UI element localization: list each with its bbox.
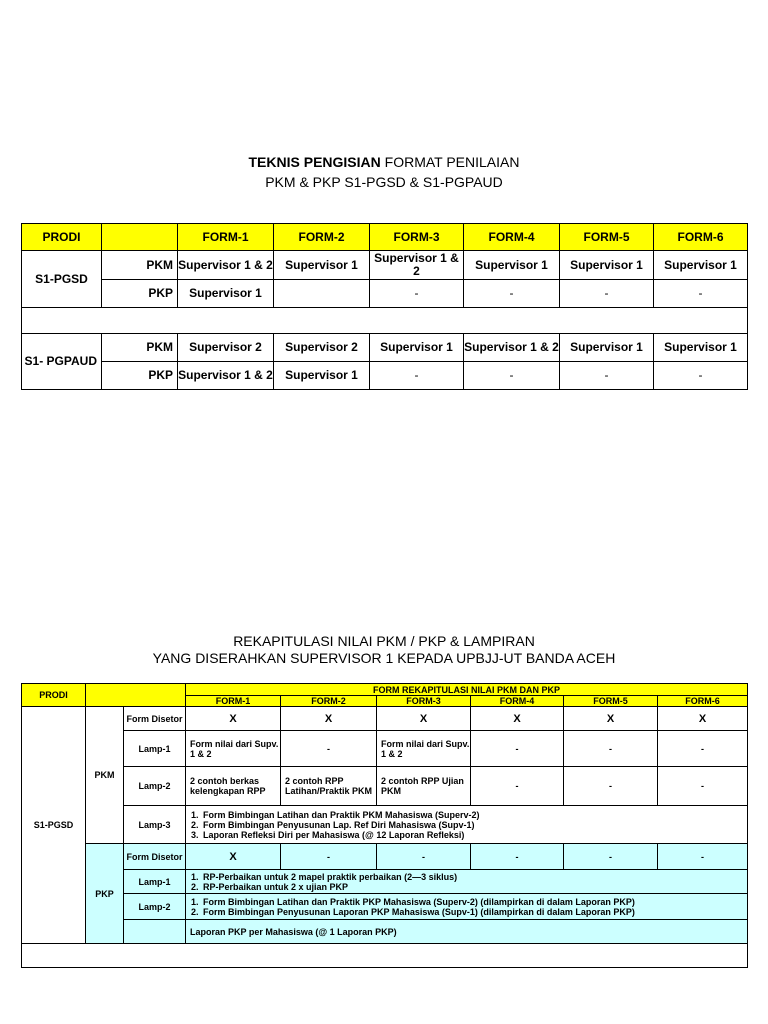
list-item: 1. Form Bimbingan Latihan dan Praktik PKM Mahasiswa (Superv-2): [201, 810, 747, 820]
blank-header: [86, 684, 186, 707]
form-header: FORM-6: [658, 696, 748, 707]
header-cell: FORM-6: [654, 224, 748, 251]
cell: -: [471, 767, 564, 806]
table1-header-row: [22, 224, 748, 251]
form-header: FORM-3: [377, 696, 471, 707]
type-cell: PKM: [102, 251, 178, 280]
cell: -: [471, 844, 564, 870]
row-label: [124, 920, 186, 944]
cell: Form nilai dari Supv. 1 & 2: [186, 731, 281, 767]
doc2-subtitle: YANG DISERAHKAN SUPERVISOR 1 KEPADA UPBJJ-UT BANDA ACEH: [152, 650, 616, 666]
pkp-lamp2-list: [186, 897, 747, 917]
list-item: 3. Laporan Refleksi Diri per Mahasiswa (@ 12 Laporan Refleksi): [201, 830, 747, 840]
form-header: FORM-1: [186, 696, 281, 707]
cell: [274, 280, 370, 308]
cell: -: [464, 280, 560, 308]
cell: Supervisor 1: [464, 251, 560, 280]
list-item: 1. Form Bimbingan Latihan dan Praktik PKP Mahasiswa (Superv-2) (dilampirkan di dalam Laporan PKP): [201, 897, 747, 907]
cell: -: [564, 731, 658, 767]
cell: Supervisor 1 & 2: [178, 362, 274, 390]
spacer-row: [22, 308, 748, 334]
list-item: 2. Form Bimbingan Penyusunan Lap. Ref Diri Mahasiswa (Supv-1): [201, 820, 747, 830]
table-row: [22, 870, 748, 894]
cell: -: [281, 731, 377, 767]
cell: Supervisor 1: [274, 362, 370, 390]
doc1-title-rest: FORMAT PENILAIAN: [380, 154, 520, 170]
doc1-title-bold: TEKNIS PENGISIAN: [248, 154, 381, 170]
table-row: [22, 334, 748, 362]
list-item: 2. Form Bimbingan Penyusunan Laporan PKP Mahasiswa (Supv-1) (dilampirkan di dalam Laporan PKP): [201, 907, 747, 917]
cell: X: [186, 844, 281, 870]
cell: -: [560, 280, 654, 308]
header-cell: [102, 224, 178, 251]
cell: -: [654, 280, 748, 308]
header-cell: PRODI: [22, 224, 102, 251]
row-label: Form Disetor: [124, 707, 186, 731]
row-label: Lamp-1: [124, 870, 186, 894]
header-cell: FORM-5: [560, 224, 654, 251]
cell: -: [564, 844, 658, 870]
type-cell: PKM: [86, 707, 124, 844]
cell: Supervisor 1 & 2: [464, 334, 560, 362]
cell: Supervisor 1: [560, 334, 654, 362]
doc1-subtitle: PKM & PKP S1-PGSD & S1-PGPAUD: [265, 174, 503, 190]
list-item: 2. RP-Perbaikan untuk 2 x ujian PKP: [201, 882, 747, 892]
header-cell: FORM-1: [178, 224, 274, 251]
doc2-title: REKAPITULASI NILAI PKM / PKP & LAMPIRAN: [233, 633, 535, 649]
table-row: [22, 920, 748, 944]
table-row: [22, 362, 748, 390]
header-cell: FORM-4: [464, 224, 560, 251]
prodi-cell: S1- PGPAUD: [22, 334, 102, 390]
cell: Supervisor 1: [274, 251, 370, 280]
cell: 2 contoh RPP Ujian PKM: [377, 767, 471, 806]
cell: Supervisor 2: [274, 334, 370, 362]
cell: X: [186, 707, 281, 731]
row-label: Form Disetor: [124, 844, 186, 870]
prodi-cell: S1-PGSD: [22, 707, 86, 944]
cell: Supervisor 1: [178, 280, 274, 308]
cell: Supervisor 1: [370, 334, 464, 362]
form-header: FORM-5: [564, 696, 658, 707]
cell: -: [464, 362, 560, 390]
cell: -: [370, 280, 464, 308]
row-label: Lamp-1: [124, 731, 186, 767]
table-row: [22, 894, 748, 920]
header-cell: FORM-3: [370, 224, 464, 251]
table-row: [22, 806, 748, 844]
cell: X: [658, 707, 748, 731]
cell: Form nilai dari Supv. 1 & 2: [377, 731, 471, 767]
cell: -: [281, 844, 377, 870]
cell: Supervisor 1: [654, 251, 748, 280]
prodi-header: PRODI: [22, 684, 86, 707]
cell: Supervisor 1: [560, 251, 654, 280]
cell: -: [658, 731, 748, 767]
list-item: 1. RP-Perbaikan untuk 2 mapel praktik perbaikan (2—3 siklus): [201, 872, 747, 882]
type-cell: PKP: [86, 844, 124, 944]
table-row: [22, 707, 748, 731]
doc1-title: [0, 153, 768, 171]
form-header: FORM-2: [281, 696, 377, 707]
header-cell: FORM-2: [274, 224, 370, 251]
spacer-cell: [22, 308, 748, 334]
type-cell: PKM: [102, 334, 178, 362]
cell: X: [377, 707, 471, 731]
cell: Supervisor 1 & 2: [370, 251, 464, 280]
cell: -: [560, 362, 654, 390]
cell: -: [658, 767, 748, 806]
cell: Supervisor 1 & 2: [178, 251, 274, 280]
type-cell: PKP: [102, 362, 178, 390]
table2-header-row: [22, 684, 748, 696]
table-row: [22, 280, 748, 308]
spacer-cell: [22, 944, 748, 968]
row-label: Lamp-2: [124, 894, 186, 920]
cell: -: [370, 362, 464, 390]
type-cell: PKP: [102, 280, 178, 308]
cell: -: [564, 767, 658, 806]
cell: 2 contoh RPP Latihan/Praktik PKM: [281, 767, 377, 806]
group-header: FORM REKAPITULASI NILAI PKM DAN PKP: [186, 684, 748, 696]
cell: -: [377, 844, 471, 870]
cell: Laporan PKP per Mahasiswa (@ 1 Laporan PKP): [186, 920, 748, 944]
cell: -: [658, 844, 748, 870]
cell: X: [471, 707, 564, 731]
form-header: FORM-4: [471, 696, 564, 707]
list-cell: [186, 894, 748, 920]
spacer-row: [22, 944, 748, 968]
row-label: Lamp-3: [124, 806, 186, 844]
pkp-lamp1-list: [186, 872, 747, 892]
table-row: [22, 767, 748, 806]
table-row: [22, 731, 748, 767]
cell: X: [281, 707, 377, 731]
cell: -: [654, 362, 748, 390]
list-cell: [186, 870, 748, 894]
cell: Supervisor 2: [178, 334, 274, 362]
list-cell: [186, 806, 748, 844]
prodi-cell: S1-PGSD: [22, 251, 102, 308]
rekapitulasi-table: [21, 683, 748, 968]
cell: X: [564, 707, 658, 731]
cell: Supervisor 1: [654, 334, 748, 362]
row-label: Lamp-2: [124, 767, 186, 806]
table-row: [22, 251, 748, 280]
table-row: [22, 844, 748, 870]
cell: -: [471, 731, 564, 767]
cell: 2 contoh berkas kelengkapan RPP: [186, 767, 281, 806]
teknis-pengisian-table: [21, 223, 748, 390]
lamp3-list: [186, 810, 747, 840]
